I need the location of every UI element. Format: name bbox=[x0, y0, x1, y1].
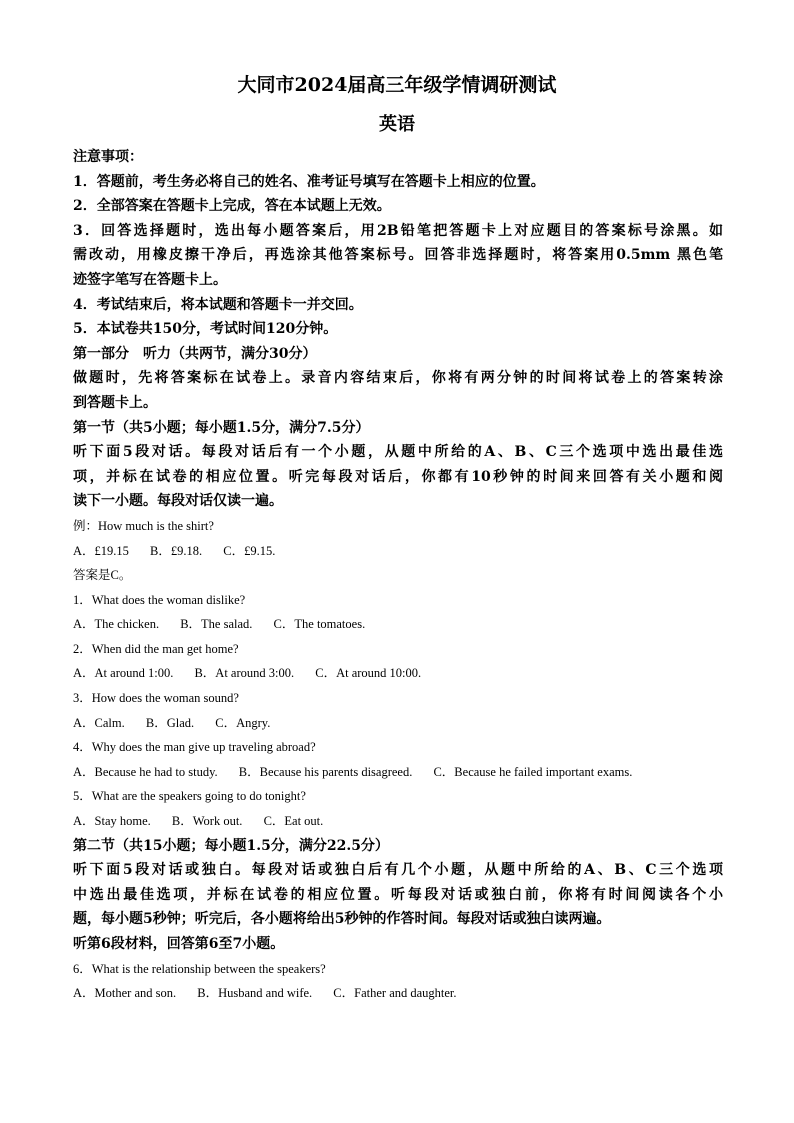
option-b: B．Husband and wife. bbox=[197, 986, 313, 1001]
option-a: A．At around 1:00. bbox=[73, 666, 174, 681]
option-b: B．At around 3:00. bbox=[194, 666, 295, 681]
question-6-options bbox=[73, 981, 723, 1006]
option-c: C．At around 10:00. bbox=[315, 666, 422, 681]
section2-instruction: 题，每小题5秒钟；听完后，各小题将给出5秒钟的作答时间。每段对话或独白读两遍。 bbox=[73, 911, 611, 928]
option-a: A．Stay home. bbox=[73, 814, 151, 829]
question-3-options bbox=[73, 711, 723, 736]
option-a: A．Calm. bbox=[73, 715, 125, 730]
question-6: 6．What is the relationship between the speakers? bbox=[73, 961, 326, 976]
notice-item: 需改动，用橡皮擦干净后，再选涂其他答案标号。回答非选择题时，将答案用0.5mm 黑色笔 bbox=[73, 247, 723, 264]
notice-heading: 注意事项： bbox=[73, 149, 143, 165]
question-1-options bbox=[73, 612, 723, 637]
option-b: B．Work out. bbox=[171, 814, 243, 829]
section1-instruction: 项，并标在试卷的相应位置。听完每段对话后，你都有10秒钟的时间来回答有关小题和阅 bbox=[73, 468, 723, 485]
question-4-options bbox=[73, 760, 723, 785]
option-c: C．Father and daughter. bbox=[333, 986, 457, 1001]
question-5-options bbox=[73, 809, 723, 834]
section2-heading: 第二节（共15小题；每小题1.5分，满分22.5分） bbox=[73, 837, 389, 854]
question-4: 4．Why does the man give up traveling abroad? bbox=[73, 740, 316, 755]
question-3: 3．How does the woman sound? bbox=[73, 691, 239, 706]
option-a: A．Mother and son. bbox=[73, 986, 177, 1001]
notice-item: 迹签字笔写在答题卡上。 bbox=[73, 271, 227, 288]
example-question: 例：How much is the shirt? bbox=[73, 518, 214, 533]
part1-heading: 第一部分 听力（共两节，满分30分） bbox=[73, 345, 317, 362]
option-b: B．Because his parents disagreed. bbox=[238, 764, 413, 779]
section2-instruction: 听下面5段对话或独白。每段对话或独白后有几个小题，从题中所给的A、B、C三个选项 bbox=[73, 862, 723, 879]
option-c: C．Eat out. bbox=[263, 814, 324, 829]
option-a: A．The chicken. bbox=[73, 617, 160, 632]
exam-subject: 英语 bbox=[379, 114, 415, 135]
notice-item: 3．回答选择题时，选出每小题答案后，用2B铅笔把答题卡上对应题目的答案标号涂黑。如 bbox=[73, 222, 723, 239]
section2-material: 听第6段材料，回答第6至7小题。 bbox=[73, 936, 285, 952]
option-a: A．Because he had to study. bbox=[73, 764, 218, 779]
option-c: C．Angry. bbox=[215, 715, 271, 730]
section1-instruction: 听下面5段对话。每段对话后有一个小题，从题中所给的A、B、C三个选项中选出最佳选 bbox=[73, 444, 723, 461]
question-2: 2．When did the man get home? bbox=[73, 641, 239, 656]
option-b: B．Glad. bbox=[145, 715, 195, 730]
notice-item: 2．全部答案在答题卡上完成，答在本试题上无效。 bbox=[73, 198, 391, 215]
part1-instruction: 做题时，先将答案标在试卷上。录音内容结束后，你将有两分钟的时间将试卷上的答案转涂 bbox=[73, 370, 723, 387]
option-c: C．Because he failed important exams. bbox=[433, 764, 633, 779]
option-b: B．£9.18. bbox=[150, 543, 203, 558]
question-1: 1．What does the woman dislike? bbox=[73, 592, 246, 607]
option-a: A．£19.15 bbox=[73, 543, 129, 558]
notice-item: 5．本试卷共150分，考试时间120分钟。 bbox=[73, 321, 338, 338]
option-c: C．The tomatoes. bbox=[273, 617, 366, 632]
question-5: 5．What are the speakers going to do tonight? bbox=[73, 789, 306, 804]
option-b: B．The salad. bbox=[180, 617, 253, 632]
option-c: C．£9.15. bbox=[223, 543, 276, 558]
part1-instruction: 到答题卡上。 bbox=[73, 394, 157, 411]
section1-instruction: 读下一小题。每段对话仅读一遍。 bbox=[73, 493, 283, 510]
section1-heading: 第一节（共5小题；每小题1.5分，满分7.5分） bbox=[73, 419, 370, 436]
exam-title: 大同市2024届高三年级学情调研测试 bbox=[237, 74, 557, 96]
section2-instruction: 中选出最佳选项，并标在试卷的相应位置。听每段对话或独白前，你将有时间阅读各个小 bbox=[73, 886, 723, 903]
example-options bbox=[73, 539, 723, 564]
notice-item: 1．答题前，考生务必将自己的姓名、准考证号填写在答题卡上相应的位置。 bbox=[73, 173, 545, 190]
exam-content bbox=[73, 145, 723, 1006]
example-answer: 答案是C。 bbox=[73, 568, 132, 583]
notice-item: 4．考试结束后，将本试题和答题卡一并交回。 bbox=[73, 296, 363, 313]
question-2-options bbox=[73, 661, 723, 686]
